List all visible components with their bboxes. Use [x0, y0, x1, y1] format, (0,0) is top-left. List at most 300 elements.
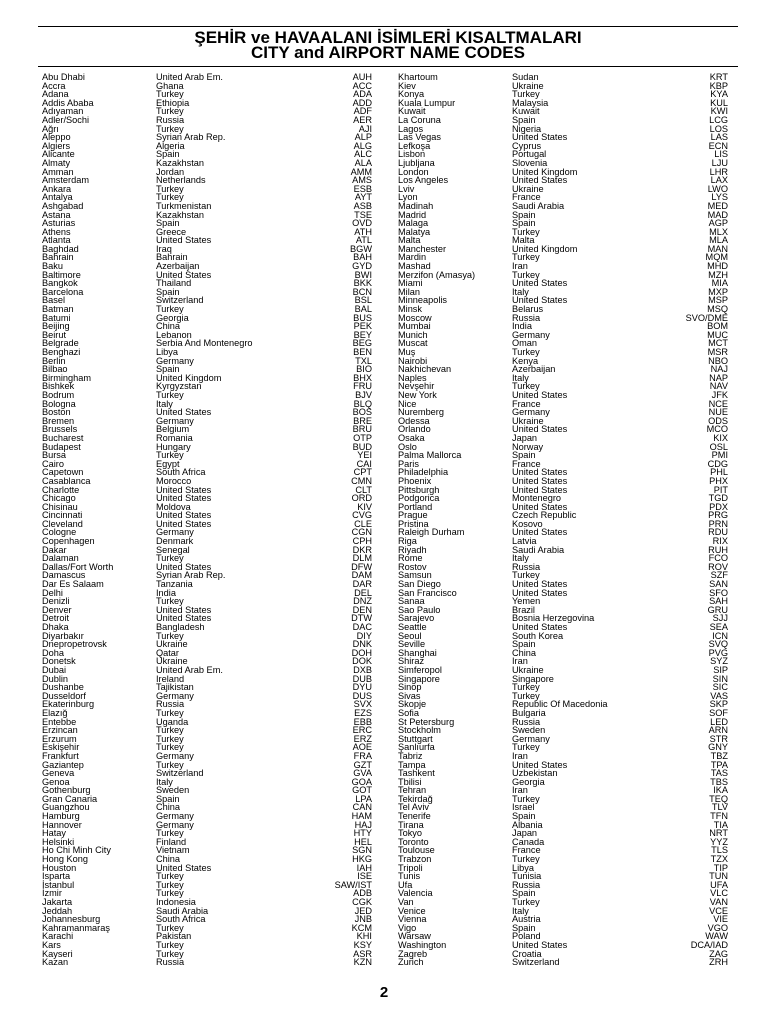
- city-name: Khartoum: [398, 72, 438, 82]
- airport-code: DAR: [352, 579, 372, 590]
- code-row: [398, 176, 728, 185]
- code-row: [398, 391, 728, 400]
- city-name: Elazığ: [42, 707, 68, 718]
- airport-code: EBB: [353, 716, 372, 727]
- code-row: [42, 296, 372, 305]
- city-name: Prague: [398, 510, 428, 521]
- airport-code: BUS: [353, 312, 372, 323]
- code-row: [398, 761, 728, 770]
- airport-code: CGK: [352, 897, 372, 907]
- code-row: [398, 718, 728, 727]
- city-name: Singapore: [398, 673, 440, 684]
- country-name: Vietnam: [156, 845, 190, 856]
- city-name: Genoa: [42, 776, 70, 787]
- city-name: Kazan: [42, 957, 69, 968]
- airport-code: TIA: [713, 819, 728, 830]
- city-name: Tabriz: [398, 750, 423, 761]
- country-name: Turkey: [156, 828, 184, 839]
- city-name: Merzifon (Amasya): [398, 269, 476, 280]
- code-row: [398, 142, 728, 151]
- country-name: Italy: [512, 372, 529, 383]
- airport-code: DCA/IAD: [690, 939, 728, 950]
- country-name: Libya: [512, 862, 534, 873]
- city-name: Beirut: [42, 329, 67, 340]
- country-name: Turkey: [156, 725, 184, 736]
- airport-code: STR: [709, 733, 728, 744]
- airport-code: BCN: [352, 286, 372, 297]
- country-name: Turkey: [156, 922, 184, 933]
- country-name: United States: [512, 467, 568, 478]
- city-name: Aleppo: [42, 132, 71, 143]
- code-row: [42, 958, 372, 967]
- city-name: Asturias: [42, 218, 76, 229]
- code-row: [398, 898, 728, 907]
- airport-code: CGN: [351, 527, 372, 538]
- airport-code: ADD: [352, 97, 372, 108]
- country-name: United States: [156, 613, 212, 624]
- airport-code: MXP: [708, 286, 728, 297]
- city-name: London: [398, 166, 429, 177]
- country-name: Iran: [512, 750, 528, 761]
- city-name: Stockholm: [398, 725, 441, 736]
- code-row: [398, 434, 728, 443]
- country-name: Turkey: [156, 707, 184, 718]
- country-name: United States: [156, 604, 212, 615]
- code-row: [398, 528, 728, 537]
- city-name: Mumbai: [398, 321, 431, 332]
- code-row: [42, 778, 372, 787]
- city-name: Basel: [42, 295, 65, 306]
- city-name: Vigo: [398, 922, 417, 933]
- airport-code: ISE: [357, 871, 372, 882]
- airport-code: MSQ: [707, 304, 728, 315]
- airport-code: ERC: [352, 725, 372, 736]
- city-name: Budapest: [42, 441, 81, 452]
- airport-code: HAJ: [354, 819, 372, 830]
- country-name: Bulgaria: [512, 707, 546, 718]
- country-name: Spain: [512, 811, 536, 822]
- country-name: Spain: [512, 922, 536, 933]
- country-name: Azerbaijan: [156, 261, 200, 272]
- country-name: Serbia And Montenegro: [156, 338, 253, 349]
- country-name: Turkey: [512, 269, 540, 280]
- city-name: Şanlıurfa: [398, 742, 435, 753]
- country-name: Turkey: [156, 630, 184, 641]
- city-name: Eskişehir: [42, 742, 80, 753]
- city-name: Bremen: [42, 415, 75, 426]
- city-name: Portland: [398, 501, 433, 512]
- code-row: [398, 915, 728, 924]
- city-name: Chisinau: [42, 501, 78, 512]
- code-row: [42, 357, 372, 366]
- country-name: Ukraine: [512, 183, 544, 194]
- city-name: Ağrı: [42, 123, 59, 134]
- airport-code: SOF: [709, 707, 728, 718]
- airport-code: LWO: [707, 183, 728, 194]
- airport-code: OTP: [353, 432, 372, 443]
- country-name: United States: [156, 862, 212, 873]
- country-name: Bangladesh: [156, 622, 205, 632]
- country-name: Oman: [512, 338, 538, 349]
- country-name: Latvia: [512, 536, 537, 547]
- airport-code: KUL: [710, 97, 728, 108]
- city-name: Los Angeles: [398, 175, 449, 186]
- code-row: [42, 546, 372, 555]
- city-name: Berlin: [42, 355, 66, 366]
- country-name: Republic Of Macedonia: [512, 699, 608, 710]
- city-name: Dhaka: [42, 622, 69, 632]
- city-name: Barcelona: [42, 286, 84, 297]
- country-name: Spain: [512, 218, 536, 229]
- header-bottom-rule: [38, 66, 738, 67]
- city-name: Samsun: [398, 570, 432, 581]
- country-name: Kuwait: [512, 106, 540, 117]
- city-name: Nuremberg: [398, 407, 444, 418]
- city-name: Muscat: [398, 338, 428, 349]
- airport-code: HEL: [354, 836, 372, 847]
- airport-code: DIY: [356, 630, 372, 641]
- page-number: 2: [379, 984, 389, 1001]
- code-row: [398, 907, 728, 916]
- airport-code: DXB: [353, 664, 372, 675]
- airport-code: MQM: [705, 252, 728, 263]
- country-name: Spain: [512, 888, 536, 899]
- code-row: [42, 322, 372, 331]
- city-name: Tbilisi: [398, 776, 422, 787]
- airport-code: LAX: [710, 175, 728, 186]
- airport-code: JED: [354, 905, 372, 916]
- right-code-column: [398, 73, 728, 967]
- code-row: [42, 185, 372, 194]
- city-name: İzmir: [42, 888, 62, 899]
- country-name: Hungary: [156, 441, 191, 452]
- code-row: [398, 889, 728, 898]
- city-name: Minneapolis: [398, 295, 448, 306]
- code-row: [398, 374, 728, 383]
- city-name: Pittsburgh: [398, 484, 440, 495]
- country-name: United States: [512, 132, 568, 143]
- country-name: Iraq: [156, 243, 172, 254]
- city-name: Charlotte: [42, 484, 80, 495]
- airport-code: CMN: [351, 475, 372, 486]
- airport-code: MIA: [711, 278, 728, 289]
- code-row: [42, 683, 372, 692]
- city-name: Kuala Lumpur: [398, 97, 456, 108]
- city-name: Frankfurt: [42, 750, 79, 761]
- airport-code: BSL: [354, 295, 372, 306]
- city-name: Tampa: [398, 759, 426, 770]
- code-row: [398, 99, 728, 108]
- city-name: Konya: [398, 89, 425, 100]
- code-row: [42, 589, 372, 598]
- city-name: Lagos: [398, 123, 424, 134]
- airport-code: WAW: [705, 931, 728, 942]
- city-name: Paris: [398, 458, 419, 469]
- airport-code: MCT: [708, 338, 728, 349]
- city-name: Vienna: [398, 914, 427, 925]
- code-row: [42, 314, 372, 323]
- country-name: Turkey: [156, 742, 184, 753]
- country-name: United States: [512, 759, 568, 770]
- airport-code: CLT: [355, 484, 372, 495]
- airport-code: ASR: [353, 948, 372, 959]
- city-name: Kuwait: [398, 106, 426, 117]
- city-name: Batman: [42, 304, 74, 315]
- city-name: Cairo: [42, 458, 64, 469]
- airport-code: KSY: [353, 939, 372, 950]
- airport-code: DFW: [351, 561, 372, 572]
- airport-code: DAC: [352, 622, 372, 632]
- airport-code: KIV: [357, 501, 372, 512]
- city-name: Sivas: [398, 690, 421, 701]
- airport-code: SIN: [712, 673, 728, 684]
- city-name: Hatay: [42, 828, 67, 839]
- country-name: Algeria: [156, 140, 185, 151]
- airport-code: OSL: [709, 441, 728, 452]
- code-row: [42, 889, 372, 898]
- code-row: [398, 958, 728, 967]
- country-name: United States: [512, 579, 568, 590]
- city-name: Munich: [398, 329, 428, 340]
- airport-code: TLS: [711, 845, 728, 856]
- code-row: [398, 253, 728, 262]
- country-name: Malaysia: [512, 97, 549, 108]
- code-row: [398, 769, 728, 778]
- airport-code: LPA: [355, 793, 372, 804]
- country-name: Turkey: [512, 682, 540, 693]
- city-name: Tripoli: [398, 862, 423, 873]
- city-name: Oslo: [398, 441, 417, 452]
- country-name: Russia: [512, 879, 541, 890]
- city-name: Madinah: [398, 200, 434, 211]
- code-row: [398, 133, 728, 142]
- city-name: Cleveland: [42, 518, 83, 529]
- city-name: Warsaw: [398, 931, 431, 942]
- code-row: [42, 700, 372, 709]
- code-row: [42, 219, 372, 228]
- airport-code: PMI: [711, 450, 728, 461]
- country-name: Turkey: [512, 570, 540, 581]
- airport-code: BIO: [356, 364, 372, 375]
- code-row: [42, 769, 372, 778]
- country-name: Italy: [512, 286, 529, 297]
- country-name: Uzbekistan: [512, 768, 558, 779]
- country-name: Yemen: [512, 596, 541, 607]
- city-name: Dubai: [42, 664, 67, 675]
- code-row: [398, 486, 728, 495]
- city-name: Kars: [42, 939, 61, 950]
- city-name: Beijing: [42, 321, 70, 332]
- code-row: [398, 331, 728, 340]
- country-name: Senegal: [156, 544, 190, 555]
- country-name: Italy: [156, 776, 173, 787]
- country-name: Ukraine: [512, 664, 544, 675]
- code-row: [42, 752, 372, 761]
- airport-code: LJU: [711, 157, 728, 168]
- country-name: United States: [512, 278, 568, 289]
- country-name: Pakistan: [156, 931, 192, 942]
- country-name: France: [512, 398, 541, 409]
- city-name: Amsterdam: [42, 175, 89, 186]
- city-name: Erzincan: [42, 725, 78, 736]
- city-name: Ankara: [42, 183, 72, 194]
- code-row: [42, 520, 372, 529]
- country-name: South Africa: [156, 467, 206, 478]
- country-name: Cyprus: [512, 140, 542, 151]
- code-row: [42, 236, 372, 245]
- code-row: [42, 537, 372, 546]
- airport-code: VGO: [707, 922, 728, 933]
- country-name: Belarus: [512, 304, 544, 315]
- country-name: Saudi Arabia: [156, 905, 209, 916]
- city-name: Denver: [42, 604, 72, 615]
- city-name: Dnepropetrovsk: [42, 639, 107, 650]
- country-name: Turkey: [156, 888, 184, 899]
- city-name: Venice: [398, 905, 426, 916]
- country-name: Spain: [156, 364, 180, 375]
- airport-code: TEQ: [709, 793, 728, 804]
- airport-code: DNK: [352, 639, 372, 650]
- country-name: United States: [512, 939, 568, 950]
- country-name: Japan: [512, 432, 538, 443]
- airport-code: LED: [710, 716, 728, 727]
- code-row: [398, 623, 728, 632]
- country-name: Brazil: [512, 604, 535, 615]
- code-row: [398, 829, 728, 838]
- city-name: Tokyo: [398, 828, 422, 839]
- code-row: [42, 614, 372, 623]
- airport-code: BAH: [353, 252, 372, 263]
- city-name: Bangkok: [42, 278, 78, 289]
- airport-code: ODS: [708, 415, 728, 426]
- country-name: Malta: [512, 235, 535, 246]
- airport-code: TSE: [354, 209, 372, 220]
- airport-code: NCE: [708, 398, 728, 409]
- city-name: Abu Dhabi: [42, 72, 85, 82]
- country-name: United States: [512, 295, 568, 306]
- code-row: [42, 821, 372, 830]
- airport-code: RDU: [708, 527, 728, 538]
- code-row: [398, 219, 728, 228]
- country-name: Turkey: [156, 183, 184, 194]
- city-name: Ufa: [398, 879, 413, 890]
- country-name: Turkey: [156, 948, 184, 959]
- country-name: Turkey: [156, 596, 184, 607]
- code-row: [42, 580, 372, 589]
- code-row: [398, 339, 728, 348]
- country-name: Nigeria: [512, 123, 542, 134]
- airport-code: ALA: [354, 157, 372, 168]
- city-name: Bodrum: [42, 389, 75, 400]
- code-row: [398, 365, 728, 374]
- airport-code: DEL: [354, 587, 372, 598]
- country-name: Russia: [512, 716, 541, 727]
- city-name: Hannover: [42, 819, 82, 830]
- airport-code: GOT: [352, 785, 372, 796]
- airport-code: BUD: [352, 441, 372, 452]
- country-name: Turkey: [156, 192, 184, 203]
- airport-code: AGP: [708, 218, 728, 229]
- code-row: [42, 881, 372, 890]
- airport-code: BOM: [707, 321, 728, 332]
- code-row: [42, 649, 372, 658]
- code-row: [42, 142, 372, 151]
- city-name: Riyadh: [398, 544, 427, 555]
- airport-code: BAL: [354, 304, 372, 315]
- country-name: Turkey: [512, 226, 540, 237]
- city-name: Kayseri: [42, 948, 73, 959]
- country-name: Sweden: [156, 785, 190, 796]
- city-name: Delhi: [42, 587, 63, 598]
- country-name: Germany: [156, 750, 194, 761]
- airport-code: AYT: [354, 192, 372, 203]
- airport-code: SAH: [709, 596, 728, 607]
- country-name: Ghana: [156, 80, 184, 91]
- code-row: [398, 425, 728, 434]
- airport-code: BRE: [353, 415, 372, 426]
- code-row: [42, 348, 372, 357]
- airport-code: SIC: [712, 682, 728, 693]
- country-name: Turkey: [512, 793, 540, 804]
- country-name: Italy: [156, 398, 173, 409]
- code-row: [398, 245, 728, 254]
- code-row: [398, 795, 728, 804]
- country-name: Kyrgyzstan: [156, 381, 202, 392]
- code-row: [42, 417, 372, 426]
- city-name: Adana: [42, 89, 69, 100]
- airport-code: SJJ: [712, 613, 728, 624]
- code-row: [42, 168, 372, 177]
- airport-code: NUE: [708, 407, 728, 418]
- airport-code: DAM: [351, 570, 372, 581]
- country-name: Germany: [156, 415, 194, 426]
- city-name: Cincinnati: [42, 510, 83, 521]
- country-name: Uganda: [156, 716, 189, 727]
- city-name: Bahrain: [42, 252, 74, 263]
- country-name: United States: [156, 493, 212, 504]
- country-name: Poland: [512, 931, 541, 942]
- code-row: [42, 245, 372, 254]
- city-name: Johannesburg: [42, 914, 101, 925]
- code-row: [42, 374, 372, 383]
- city-name: Osaka: [398, 432, 425, 443]
- city-name: Atlanta: [42, 235, 71, 246]
- country-name: United States: [512, 622, 568, 632]
- airport-code: PHL: [710, 467, 728, 478]
- code-row: [398, 821, 728, 830]
- airport-code: PIT: [713, 484, 728, 495]
- country-name: Ukraine: [512, 80, 544, 91]
- city-name: Brussels: [42, 424, 78, 435]
- country-name: United Kingdom: [156, 372, 222, 383]
- city-name: Adıyaman: [42, 106, 84, 117]
- country-name: United States: [512, 484, 568, 495]
- airport-code: KYA: [710, 89, 728, 100]
- country-name: Turkey: [512, 252, 540, 263]
- city-name: Kahramanmaraş: [42, 922, 110, 933]
- airport-code: TXL: [355, 355, 372, 366]
- city-name: Hong Kong: [42, 854, 88, 865]
- country-name: Turkey: [156, 450, 184, 461]
- airport-code: SGN: [352, 845, 372, 856]
- city-name: Minsk: [398, 304, 422, 315]
- code-row: [398, 546, 728, 555]
- city-name: Shiraz: [398, 656, 425, 667]
- country-name: United States: [512, 424, 568, 435]
- code-row: [42, 623, 372, 632]
- city-name: Rome: [398, 553, 423, 564]
- city-name: Muş: [398, 347, 416, 357]
